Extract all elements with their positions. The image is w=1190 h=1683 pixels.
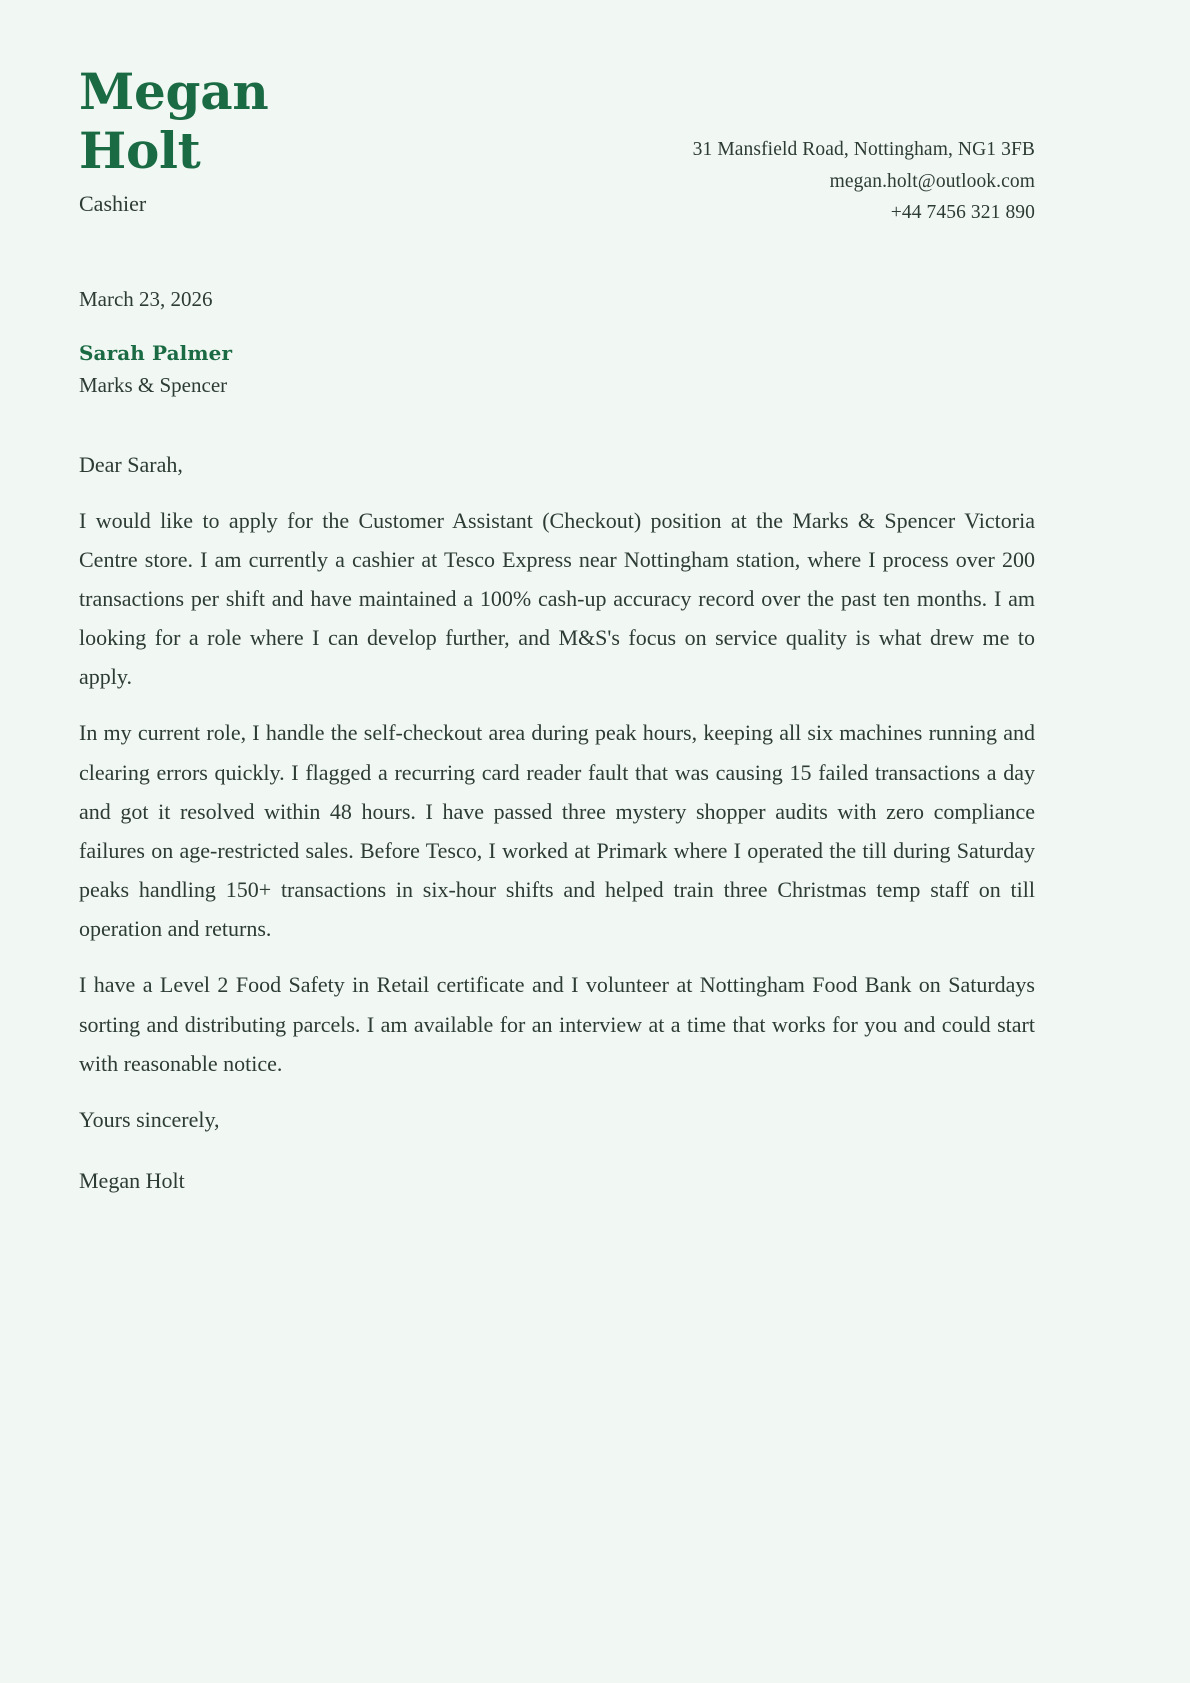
- letter-salutation: Dear Sarah,: [79, 451, 183, 477]
- contact-address: 31 Mansfield Road, Nottingham, NG1 3FB: [692, 139, 1035, 160]
- recipient-name: Sarah Palmer: [79, 341, 233, 366]
- letter-paragraph-3: I have a Level 2 Food Safety in Retail certificate and I volunteer at Nottingham Food Bank on Saturdays sorting and distributing parcels. I am available for an interview at a time that works for you and could start with reasonable notice.: [79, 972, 1035, 1076]
- sender-last-name: Holt: [79, 121, 201, 180]
- sender-first-name: Megan: [79, 62, 269, 121]
- sender-identity: [79, 62, 329, 219]
- contact-email[interactable]: megan.holt@outlook.com: [829, 170, 1035, 192]
- sender-contact-block: [693, 62, 1035, 229]
- letter-paragraph-1: I would like to apply for the Customer Assistant (Checkout) position at the Marks & Spencer Victoria Centre store. I am currently a cashier at Tesco Express near Nottingham station, where I process over 200 transactions per shift and have maintained a 100% cash-up accuracy record over the past ten months. I am looking for a role where I can develop further, and M&S's focus on service quality is what drew me to apply.: [79, 507, 1035, 690]
- letter-signoff: Yours sincerely,: [79, 1106, 220, 1132]
- letter-paragraph-2: In my current role, I handle the self-checkout area during peak hours, keeping all six machines running and clearing errors quickly. I flagged a recurring card reader fault that was causing 15 failed transactions a day and got it resolved within 48 hours. I have passed three mystery shopper audits with zero compliance failures on age-restricted sales. Before Tesco, I worked at Primark where I operated the till during Saturday peaks handling 150+ transactions in six-hour shifts and helped train three Christmas temp staff on till operation and returns.: [79, 720, 1035, 942]
- letter-body: [79, 445, 1035, 1201]
- contact-phone[interactable]: +44 7456 321 890: [890, 202, 1035, 224]
- letter-date: March 23, 2026: [79, 286, 213, 311]
- sender-name: [79, 62, 329, 180]
- letter-signature: Megan Holt: [79, 1168, 185, 1194]
- letter-header: [79, 62, 1035, 229]
- letter-meta: [79, 285, 1035, 401]
- recipient-company: Marks & Spencer: [79, 373, 228, 398]
- sender-job-title: Cashier: [79, 191, 147, 216]
